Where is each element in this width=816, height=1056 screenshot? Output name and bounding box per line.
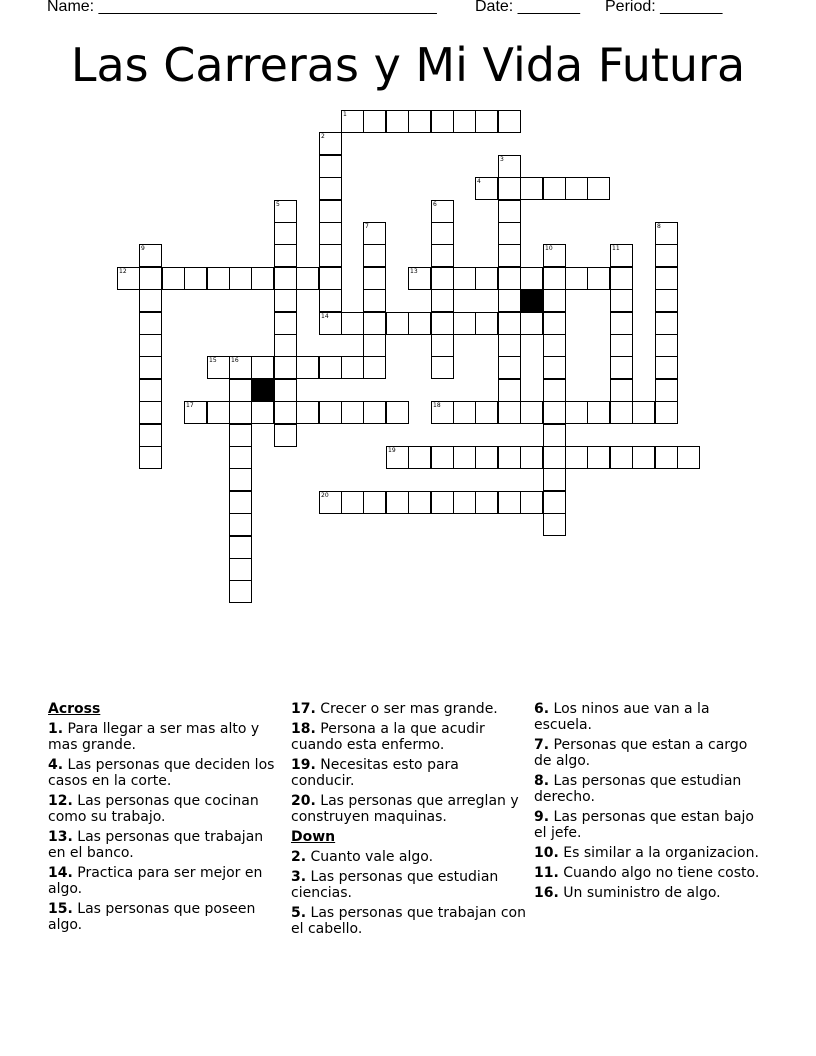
grid-cell[interactable]: [431, 110, 454, 133]
clue-text: Las personas que estudian ciencias.: [291, 869, 499, 901]
clue-number: 19.: [291, 757, 316, 773]
clue-text: Las personas que deciden los casos en la corte.: [48, 757, 275, 789]
grid-cell[interactable]: [475, 110, 498, 133]
down-clue: [534, 737, 769, 769]
grid-cell[interactable]: [207, 267, 230, 290]
clue-number-label: 8: [657, 223, 661, 230]
grid-cell[interactable]: [610, 446, 633, 469]
grid-cell[interactable]: [274, 334, 297, 357]
grid-cell[interactable]: [274, 222, 297, 245]
grid-cell[interactable]: [117, 267, 140, 290]
grid-cell[interactable]: [543, 379, 566, 402]
grid-cell[interactable]: [319, 289, 342, 312]
clue-number: 17.: [291, 701, 316, 717]
grid-cell[interactable]: [139, 356, 162, 379]
grid-cell[interactable]: [251, 401, 274, 424]
grid-cell[interactable]: [475, 401, 498, 424]
clue-number-label: 19: [388, 447, 396, 454]
grid-cell[interactable]: [274, 244, 297, 267]
grid-cell[interactable]: [274, 356, 297, 379]
grid-cell[interactable]: [229, 580, 252, 603]
grid-cell[interactable]: [386, 401, 409, 424]
grid-cell[interactable]: [341, 401, 364, 424]
grid-cell[interactable]: [498, 177, 521, 200]
grid-cell[interactable]: [363, 491, 386, 514]
clue-text: Un suministro de algo.: [558, 885, 721, 901]
clue-column-3: [534, 701, 769, 905]
grid-cell[interactable]: [498, 289, 521, 312]
grid-cell[interactable]: [274, 379, 297, 402]
grid-cell[interactable]: [184, 401, 207, 424]
grid-cell[interactable]: [655, 244, 678, 267]
grid-cell[interactable]: [565, 177, 588, 200]
down-clue: [534, 845, 769, 861]
clue-text: Cuando algo no tiene costo.: [558, 865, 760, 881]
grid-cell[interactable]: [408, 446, 431, 469]
grid-cell[interactable]: [296, 401, 319, 424]
down-clue: [534, 865, 769, 881]
down-clue: [291, 869, 526, 901]
grid-cell[interactable]: [139, 267, 162, 290]
grid-cell[interactable]: [162, 267, 185, 290]
clue-text: Persona a la que acudir cuando esta enfermo.: [291, 721, 485, 753]
grid-cell[interactable]: [453, 110, 476, 133]
grid-cell[interactable]: [543, 401, 566, 424]
clue-number: 8.: [534, 773, 550, 789]
clue-number: 11.: [534, 865, 559, 881]
grid-cell[interactable]: [431, 356, 454, 379]
clue-text: Las personas que estan bajo el jefe.: [534, 809, 754, 841]
grid-cell[interactable]: [498, 491, 521, 514]
across-clue: [291, 757, 526, 789]
grid-cell[interactable]: [677, 446, 700, 469]
grid-cell[interactable]: [520, 312, 543, 335]
clue-number: 20.: [291, 793, 316, 809]
across-clue: [48, 721, 283, 753]
clue-number-label: 17: [186, 402, 194, 409]
grid-cell[interactable]: [655, 401, 678, 424]
grid-cell[interactable]: [431, 222, 454, 245]
grid-cell[interactable]: [565, 446, 588, 469]
down-clue: [291, 849, 526, 865]
grid-cell[interactable]: [453, 267, 476, 290]
grid-cell[interactable]: [475, 312, 498, 335]
clue-number-label: 7: [365, 223, 369, 230]
clue-number-label: 15: [209, 357, 217, 364]
grid-cell[interactable]: [207, 401, 230, 424]
page-title: Las Carreras y Mi Vida Futura: [70, 38, 746, 92]
grid-cell[interactable]: [520, 446, 543, 469]
grid-cell[interactable]: [408, 491, 431, 514]
grid-cell[interactable]: [363, 222, 386, 245]
clue-text: Las personas que trabajan con el cabello.: [291, 905, 526, 937]
grid-cell[interactable]: [475, 491, 498, 514]
grid-cell[interactable]: [408, 312, 431, 335]
grid-cell[interactable]: [587, 267, 610, 290]
clue-number: 15.: [48, 901, 73, 917]
grid-cell[interactable]: [363, 334, 386, 357]
grid-cell[interactable]: [431, 267, 454, 290]
grid-cell[interactable]: [319, 312, 342, 335]
grid-cell[interactable]: [319, 491, 342, 514]
down-clue: [534, 773, 769, 805]
grid-cell[interactable]: [610, 379, 633, 402]
clue-number: 10.: [534, 845, 559, 861]
clue-number: 1.: [48, 721, 64, 737]
clue-text: Cuanto vale algo.: [306, 849, 434, 865]
across-clue: [48, 865, 283, 897]
grid-cell[interactable]: [475, 177, 498, 200]
grid-cell[interactable]: [565, 267, 588, 290]
black-square: [520, 289, 543, 312]
grid-cell[interactable]: [229, 491, 252, 514]
grid-cell[interactable]: [543, 424, 566, 447]
clue-text: Para llegar a ser mas alto y mas grande.: [48, 721, 260, 753]
grid-cell[interactable]: [319, 244, 342, 267]
period-field[interactable]: Period: _______: [605, 0, 723, 15]
grid-cell[interactable]: [498, 446, 521, 469]
grid-cell[interactable]: [543, 244, 566, 267]
clue-number-label: 3: [500, 156, 504, 163]
grid-cell[interactable]: [498, 312, 521, 335]
grid-cell[interactable]: [453, 312, 476, 335]
grid-cell[interactable]: [431, 289, 454, 312]
grid-cell[interactable]: [498, 401, 521, 424]
clue-text: Practica para ser mejor en algo.: [48, 865, 263, 897]
grid-cell[interactable]: [408, 110, 431, 133]
grid-cell[interactable]: [274, 424, 297, 447]
grid-cell[interactable]: [655, 446, 678, 469]
grid-cell[interactable]: [610, 312, 633, 335]
grid-cell[interactable]: [543, 334, 566, 357]
clue-number: 3.: [291, 869, 307, 885]
grid-cell[interactable]: [431, 401, 454, 424]
grid-cell[interactable]: [229, 468, 252, 491]
clue-number-label: 13: [410, 268, 418, 275]
grid-cell[interactable]: [543, 356, 566, 379]
clue-number-label: 5: [276, 201, 280, 208]
clue-number: 16.: [534, 885, 559, 901]
grid-cell[interactable]: [139, 379, 162, 402]
clue-number-label: 14: [321, 313, 329, 320]
clue-text: Personas que estan a cargo de algo.: [534, 737, 748, 769]
clue-number: 18.: [291, 721, 316, 737]
grid-cell[interactable]: [543, 491, 566, 514]
grid-cell[interactable]: [139, 334, 162, 357]
clue-number-label: 10: [545, 245, 553, 252]
grid-cell[interactable]: [498, 222, 521, 245]
grid-cell[interactable]: [498, 155, 521, 178]
grid-cell[interactable]: [543, 468, 566, 491]
grid-cell[interactable]: [498, 244, 521, 267]
down-clue: [534, 885, 769, 901]
grid-cell[interactable]: [587, 177, 610, 200]
grid-cell[interactable]: [319, 222, 342, 245]
grid-cell[interactable]: [610, 401, 633, 424]
grid-cell[interactable]: [610, 267, 633, 290]
grid-cell[interactable]: [610, 356, 633, 379]
grid-cell[interactable]: [274, 401, 297, 424]
grid-cell[interactable]: [520, 491, 543, 514]
grid-cell[interactable]: [610, 334, 633, 357]
grid-cell[interactable]: [655, 334, 678, 357]
grid-cell[interactable]: [274, 312, 297, 335]
grid-cell[interactable]: [229, 356, 252, 379]
clue-number-label: 18: [433, 402, 441, 409]
clue-number-label: 1: [343, 111, 347, 118]
grid-cell[interactable]: [139, 446, 162, 469]
grid-cell[interactable]: [655, 356, 678, 379]
grid-cell[interactable]: [431, 491, 454, 514]
grid-cell[interactable]: [319, 155, 342, 178]
grid-cell[interactable]: [655, 379, 678, 402]
across-clue: [48, 829, 283, 861]
across-clue: [48, 757, 283, 789]
grid-cell[interactable]: [386, 312, 409, 335]
grid-cell[interactable]: [319, 401, 342, 424]
grid-cell[interactable]: [610, 244, 633, 267]
grid-cell[interactable]: [229, 379, 252, 402]
grid-cell[interactable]: [274, 200, 297, 223]
black-square: [251, 379, 274, 402]
clue-number: 9.: [534, 809, 550, 825]
grid-cell[interactable]: [229, 267, 252, 290]
grid-cell[interactable]: [520, 401, 543, 424]
across-clue: [48, 793, 283, 825]
grid-cell[interactable]: [229, 401, 252, 424]
clue-number-label: 12: [119, 268, 127, 275]
clue-number: 2.: [291, 849, 307, 865]
grid-cell[interactable]: [363, 267, 386, 290]
clue-number-label: 16: [231, 357, 239, 364]
grid-cell[interactable]: [229, 558, 252, 581]
grid-cell[interactable]: [139, 424, 162, 447]
grid-cell[interactable]: [363, 312, 386, 335]
grid-cell[interactable]: [386, 491, 409, 514]
grid-cell[interactable]: [229, 424, 252, 447]
grid-cell[interactable]: [184, 267, 207, 290]
grid-cell[interactable]: [139, 401, 162, 424]
grid-cell[interactable]: [498, 356, 521, 379]
grid-cell[interactable]: [319, 132, 342, 155]
clue-number-label: 9: [141, 245, 145, 252]
clue-number: 5.: [291, 905, 307, 921]
grid-cell[interactable]: [207, 356, 230, 379]
grid-cell[interactable]: [431, 200, 454, 223]
grid-cell[interactable]: [610, 289, 633, 312]
clue-number-label: 4: [477, 178, 481, 185]
grid-cell[interactable]: [319, 356, 342, 379]
clue-text: Es similar a la organizacion.: [558, 845, 759, 861]
grid-cell[interactable]: [319, 177, 342, 200]
grid-cell[interactable]: [498, 200, 521, 223]
grid-cell[interactable]: [498, 267, 521, 290]
clue-number: 6.: [534, 701, 550, 717]
grid-cell[interactable]: [475, 446, 498, 469]
clue-number: 13.: [48, 829, 73, 845]
grid-cell[interactable]: [341, 110, 364, 133]
grid-cell[interactable]: [520, 267, 543, 290]
grid-cell[interactable]: [543, 267, 566, 290]
grid-cell[interactable]: [319, 267, 342, 290]
grid-cell[interactable]: [475, 267, 498, 290]
grid-cell[interactable]: [543, 513, 566, 536]
grid-cell[interactable]: [386, 110, 409, 133]
down-clue: [534, 701, 769, 733]
grid-cell[interactable]: [431, 244, 454, 267]
grid-cell[interactable]: [565, 401, 588, 424]
grid-cell[interactable]: [587, 401, 610, 424]
grid-cell[interactable]: [341, 356, 364, 379]
grid-cell[interactable]: [229, 536, 252, 559]
clue-column-2: [291, 701, 526, 941]
grid-cell[interactable]: [341, 312, 364, 335]
grid-cell[interactable]: [319, 200, 342, 223]
grid-cell[interactable]: [139, 289, 162, 312]
clue-number-label: 11: [612, 245, 620, 252]
clue-text: Las personas que estudian derecho.: [534, 773, 742, 805]
clue-text: Las personas que poseen algo.: [48, 901, 256, 933]
grid-cell[interactable]: [363, 401, 386, 424]
grid-cell[interactable]: [655, 289, 678, 312]
clue-number-label: 20: [321, 492, 329, 499]
grid-cell[interactable]: [655, 312, 678, 335]
grid-cell[interactable]: [274, 267, 297, 290]
clue-number-label: 2: [321, 133, 325, 140]
clue-number: 12.: [48, 793, 73, 809]
grid-cell[interactable]: [453, 491, 476, 514]
grid-cell[interactable]: [229, 446, 252, 469]
grid-cell[interactable]: [386, 446, 409, 469]
clue-number: 4.: [48, 757, 64, 773]
grid-cell[interactable]: [632, 446, 655, 469]
clue-text: Los ninos aue van a la escuela.: [534, 701, 710, 733]
grid-cell[interactable]: [251, 356, 274, 379]
grid-cell[interactable]: [655, 267, 678, 290]
across-clue: [291, 793, 526, 825]
name-field[interactable]: Name: ______________________________________: [47, 0, 437, 15]
grid-cell[interactable]: [139, 244, 162, 267]
clue-text: Las personas que arreglan y construyen maquinas.: [291, 793, 519, 825]
grid-cell[interactable]: [408, 267, 431, 290]
across-clue: [48, 901, 283, 933]
grid-cell[interactable]: [453, 401, 476, 424]
grid-cell[interactable]: [498, 379, 521, 402]
clue-number: 7.: [534, 737, 550, 753]
clue-text: Las personas que cocinan como su trabajo.: [48, 793, 259, 825]
clue-number-label: 6: [433, 201, 437, 208]
grid-cell[interactable]: [296, 267, 319, 290]
down-clue: [534, 809, 769, 841]
grid-cell[interactable]: [655, 222, 678, 245]
grid-cell[interactable]: [431, 334, 454, 357]
across-clue: [291, 701, 526, 717]
grid-cell[interactable]: [520, 177, 543, 200]
down-heading: Down: [291, 829, 336, 845]
grid-cell[interactable]: [431, 312, 454, 335]
clue-column-1: [48, 701, 283, 937]
grid-cell[interactable]: [453, 446, 476, 469]
grid-cell[interactable]: [139, 312, 162, 335]
grid-cell[interactable]: [431, 446, 454, 469]
grid-cell[interactable]: [274, 289, 297, 312]
grid-cell[interactable]: [296, 356, 319, 379]
grid-cell[interactable]: [632, 401, 655, 424]
grid-cell[interactable]: [543, 289, 566, 312]
grid-cell[interactable]: [229, 513, 252, 536]
grid-cell[interactable]: [543, 177, 566, 200]
grid-cell[interactable]: [543, 312, 566, 335]
grid-cell[interactable]: [341, 491, 364, 514]
across-clue: [291, 721, 526, 753]
grid-cell[interactable]: [363, 110, 386, 133]
grid-cell[interactable]: [363, 289, 386, 312]
grid-cell[interactable]: [251, 267, 274, 290]
grid-cell[interactable]: [363, 244, 386, 267]
grid-cell[interactable]: [498, 334, 521, 357]
grid-cell[interactable]: [498, 110, 521, 133]
down-clue: [291, 905, 526, 937]
clue-text: Crecer o ser mas grande.: [315, 701, 498, 717]
grid-cell[interactable]: [587, 446, 610, 469]
across-heading: Across: [48, 701, 101, 717]
grid-cell[interactable]: [363, 356, 386, 379]
clue-number: 14.: [48, 865, 73, 881]
date-field[interactable]: Date: _______: [475, 0, 580, 15]
clue-text: Las personas que trabajan en el banco.: [48, 829, 264, 861]
grid-cell[interactable]: [543, 446, 566, 469]
clue-text: Necesitas esto para conducir.: [291, 757, 459, 789]
